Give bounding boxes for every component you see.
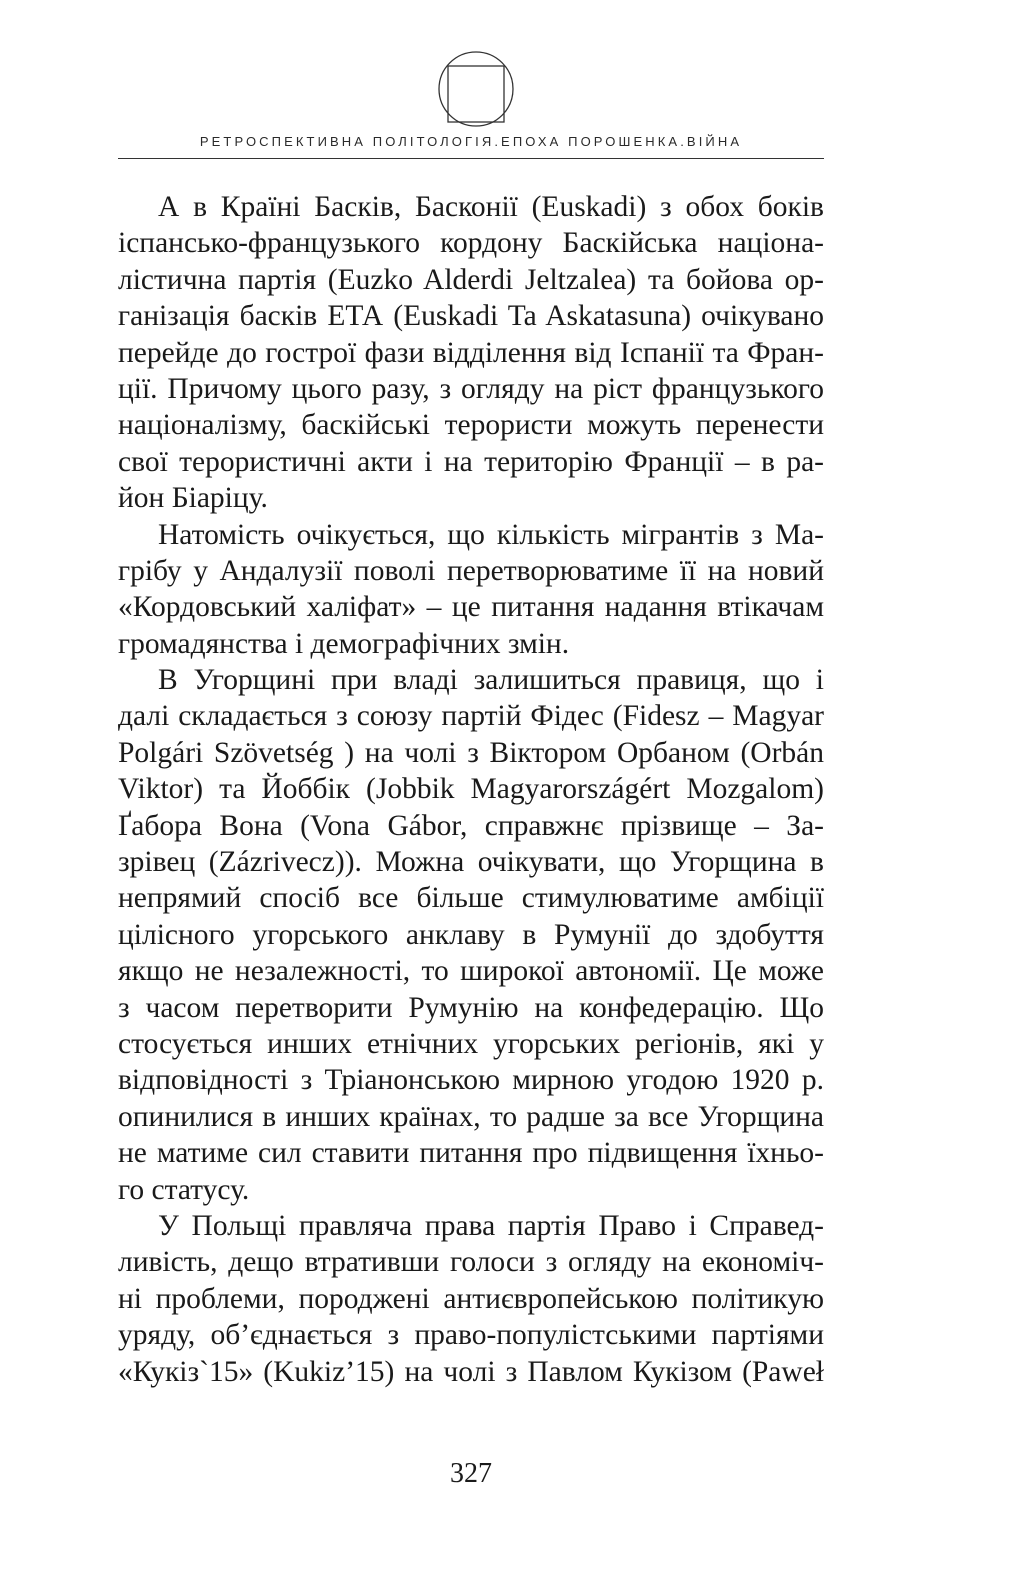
text-line: відповідності з Тріанонською мирною угодою 1920 р. <box>118 1064 824 1097</box>
text-line: далі складається з союзу партій Фідес (Fidesz – Magyar <box>118 700 824 733</box>
text-line: з часом перетворити Румунію на конфедерацію. Що <box>118 991 824 1024</box>
text-line: го статусу. <box>118 1173 250 1206</box>
text-line: націоналізму, баскійські терористи можуть перенести <box>118 409 824 442</box>
text-line: свої терористичні акти і на територію Франції – в ра- <box>118 445 824 478</box>
body-text <box>118 189 824 1390</box>
paragraph <box>118 662 824 1208</box>
text-line: якщо не незалежності, то широкої автономії. Це може <box>118 955 824 988</box>
text-line: Viktor) та Йоббік (Jobbik Magyarországért Mozgalom) <box>118 773 824 806</box>
text-line: ливість, дещо втративши голоси з огляду на економіч- <box>118 1246 824 1279</box>
text-line: непрямий спосіб все більше стимулюватиме амбіції <box>118 882 824 915</box>
text-line: У Польщі правляча права партія Право і Справед- <box>158 1209 824 1242</box>
running-head: РЕТРОСПЕКТИВНА ПОЛІТОЛОГІЯ.ЕПОХА ПОРОШЕНКА.ВІЙНА <box>199 134 743 149</box>
text-line: стосується инших етнічних угорських регіонів, які у <box>118 1027 824 1060</box>
text-line: уряду, об’єднається з право-популістськими партіями <box>118 1319 824 1352</box>
paragraph <box>118 1208 824 1390</box>
text-line: йон Біаріцу. <box>118 482 268 515</box>
text-line: опинилися в инших країнах, то радше за все Угорщина <box>118 1100 824 1133</box>
paragraph <box>118 517 824 663</box>
text-line: В Угорщині при владі залишиться правиця, що і <box>158 664 824 697</box>
text-line: А в Країні Басків, Басконії (Euskadi) з обох боків <box>158 191 824 223</box>
paragraph <box>118 189 824 517</box>
header-rule <box>118 158 824 159</box>
text-line: громадянства і демографічних змін. <box>118 627 570 660</box>
text-line: лістична партія (Euzko Alderdi Jeltzalea) та бойова ор- <box>118 263 824 296</box>
text-line: ні проблеми, породжені антиєвропейською політикую <box>118 1282 824 1315</box>
text-line: Polgári Szövetség ) на чолі з Віктором Орбаном (Orbán <box>118 736 824 769</box>
text-line: ції. Причому цього разу, з огляду на ріст французького <box>118 372 824 405</box>
text-line: не матиме сил ставити питання про підвищення їхньо- <box>118 1137 824 1170</box>
circle-square-logo-icon <box>437 50 515 128</box>
text-line: «Кордовський халіфат» – це питання надання втікачам <box>118 591 824 624</box>
text-line: Ґабора Вона (Vona Gábor, справжнє прізвище – За- <box>118 809 824 842</box>
page-number: 327 <box>450 1458 492 1489</box>
text-line: «Кукіз`15» (Kukiz’15) на чолі з Павлом Кукізом (Paweł <box>118 1355 824 1388</box>
text-line: перейде до гострої фази відділення від Іспанії та Фран- <box>118 336 824 369</box>
text-line: іспансько-французького кордону Баскійська націона- <box>118 227 824 260</box>
text-line: Натомість очікується, що кількість мігрантів з Ма- <box>158 518 824 551</box>
text-line: зрівец (Zázrivecz)). Можна очікувати, що Угорщина в <box>118 846 824 879</box>
text-line: ганізація басків ЕТА (Euskadi Ta Askatasuna) очікувано <box>118 300 824 333</box>
text-line: грібу у Андалузії поволі перетворюватиме її на новий <box>118 554 824 587</box>
text-line: цілісного угорського анклаву в Румунії до здобуття <box>118 918 824 951</box>
